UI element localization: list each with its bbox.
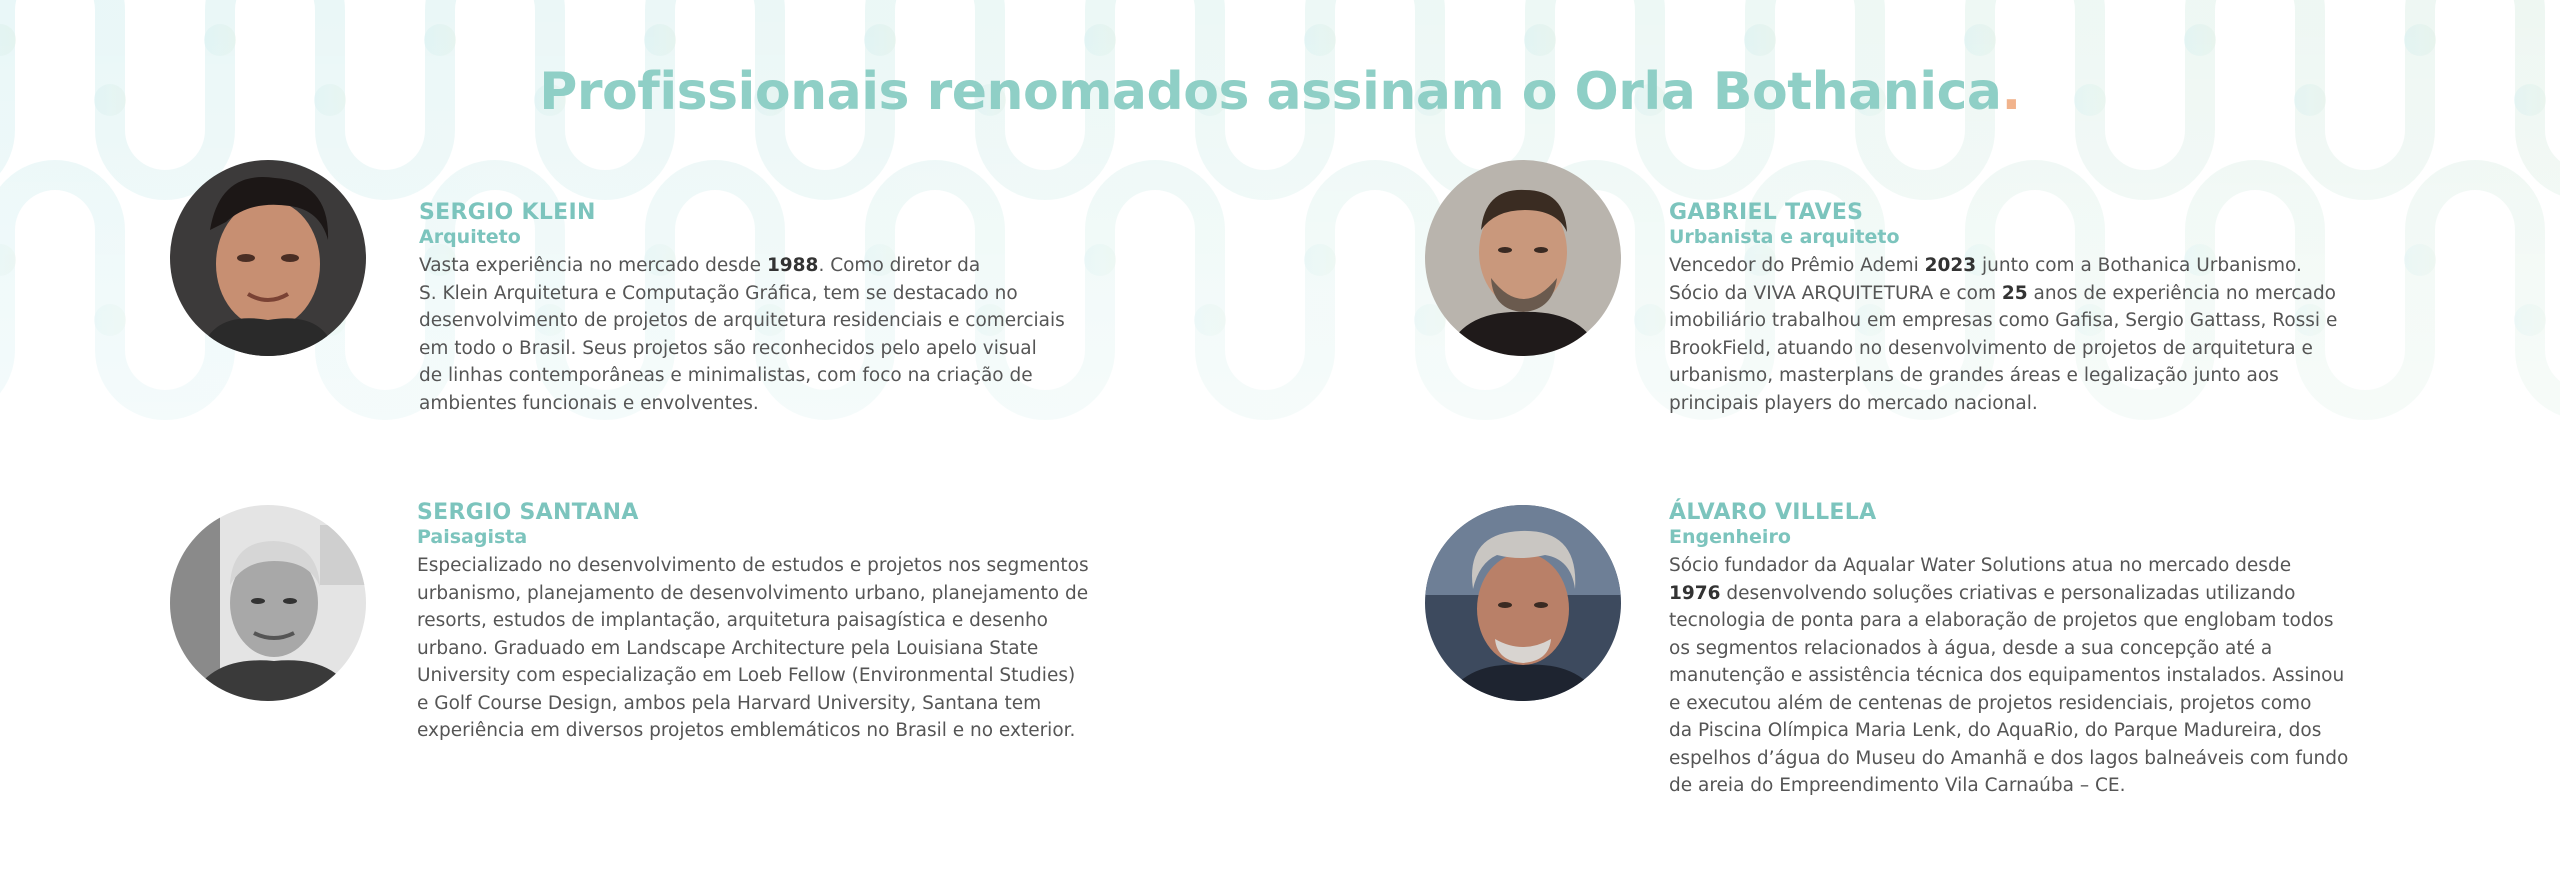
bio-line: da Piscina Olímpica Maria Lenk, do AquaRio, do Parque Madureira, dos bbox=[1669, 720, 2322, 741]
bio-line: Sócio fundador da Aqualar Water Solutions atua no mercado desde bbox=[1669, 555, 2292, 576]
professional-bio bbox=[417, 552, 1217, 745]
bio-line: Vencedor do Prêmio Ademi 2023 junto com a Bothanica Urbanismo. bbox=[1669, 255, 2302, 276]
bio-line: Vasta experiência no mercado desde 1988. Como diretor da bbox=[419, 255, 981, 276]
bio-highlight-number: 1976 bbox=[1669, 582, 1721, 604]
professional-role: Arquiteto bbox=[419, 226, 521, 248]
professional-name: ÁLVARO VILLELA bbox=[1669, 500, 1877, 525]
bio-line: e executou além de centenas de projetos residenciais, projetos como bbox=[1669, 692, 2312, 714]
bio-line: os segmentos relacionados à água, desde a sua concepção até a bbox=[1669, 637, 2273, 659]
bio-line: urbanismo, masterplans de grandes áreas e legalização junto aos bbox=[1669, 365, 2279, 386]
title-text: Profissionais renomados assinam o Orla Bothanica bbox=[539, 62, 2002, 122]
bio-line: Sócio da VIVA ARQUITETURA e com 25 anos de experiência no mercado bbox=[1669, 282, 2337, 304]
bio-line: e Golf Course Design, ambos pela Harvard University, Santana tem bbox=[417, 692, 1042, 714]
bio-line: Especializado no desenvolvimento de estudos e projetos nos segmentos bbox=[417, 555, 1089, 576]
professional-role: Paisagista bbox=[417, 526, 528, 548]
bio-line: experiência em diversos projetos emblemáticos no Brasil e no exterior. bbox=[417, 720, 1076, 741]
bio-line: urbano. Graduado em Landscape Architecture pela Louisiana State bbox=[417, 637, 1039, 659]
bio-line: de linhas contemporâneas e minimalistas, com foco na criação de bbox=[419, 365, 1033, 386]
bio-highlight-number: 1988 bbox=[766, 255, 819, 276]
bio-line: University com especialização em Loeb Fellow (Environmental Studies) bbox=[417, 665, 1076, 686]
professional-name: GABRIEL TAVES bbox=[1669, 200, 1864, 225]
professional-role: Urbanista e arquiteto bbox=[1669, 226, 1900, 248]
bio-line: resorts, estudos de implantação, arquitetura paisagística e desenho bbox=[417, 610, 1049, 631]
bio-line: de areia do Empreendimento Vila Carnaúba – CE. bbox=[1669, 775, 2126, 796]
bio-line: principais players do mercado nacional. bbox=[1669, 392, 2038, 414]
bio-line: S. Klein Arquitetura e Computação Gráfica, tem se destacado no bbox=[419, 282, 1018, 304]
avatar bbox=[1425, 505, 1621, 701]
bio-line: em todo o Brasil. Seus projetos são reconhecidos pelo apelo visual bbox=[419, 337, 1037, 359]
bio-line: 1976 desenvolvendo soluções criativas e personalizadas utilizando bbox=[1669, 582, 2296, 604]
bio-highlight-number: 2023 bbox=[1924, 255, 1977, 276]
bio-line: desenvolvimento de projetos de arquitetura residenciais e comerciais bbox=[419, 310, 1065, 331]
professional-name: SERGIO SANTANA bbox=[417, 500, 639, 525]
professional-bio bbox=[1669, 252, 2489, 417]
avatar bbox=[1425, 160, 1621, 356]
title-dot: . bbox=[2001, 62, 2021, 122]
professional-role: Engenheiro bbox=[1669, 526, 1791, 548]
page-title bbox=[0, 62, 2560, 122]
bio-line: ambientes funcionais e envolventes. bbox=[419, 392, 759, 414]
bio-line: BrookField, atuando no desenvolvimento de projetos de arquitetura e bbox=[1669, 337, 2313, 359]
bio-line: espelhos d’água do Museu do Amanhã e dos lagos balneáveis com fundo bbox=[1669, 747, 2349, 769]
bio-line: urbanismo, planejamento de desenvolvimento urbano, planejamento de bbox=[417, 582, 1089, 604]
professional-name: SERGIO KLEIN bbox=[419, 200, 596, 225]
avatar bbox=[170, 505, 366, 701]
bio-line: imobiliário trabalhou em empresas como Gafisa, Sergio Gattass, Rossi e bbox=[1669, 310, 2338, 331]
professional-bio bbox=[1669, 552, 2489, 800]
bio-line: tecnologia de ponta para a elaboração de projetos que englobam todos bbox=[1669, 610, 2334, 631]
bio-highlight-number: 25 bbox=[2001, 282, 2028, 304]
bio-line: manutenção e assistência técnica dos equipamentos instalados. Assinou bbox=[1669, 665, 2345, 686]
professional-bio bbox=[419, 252, 1179, 417]
avatar bbox=[170, 160, 366, 356]
